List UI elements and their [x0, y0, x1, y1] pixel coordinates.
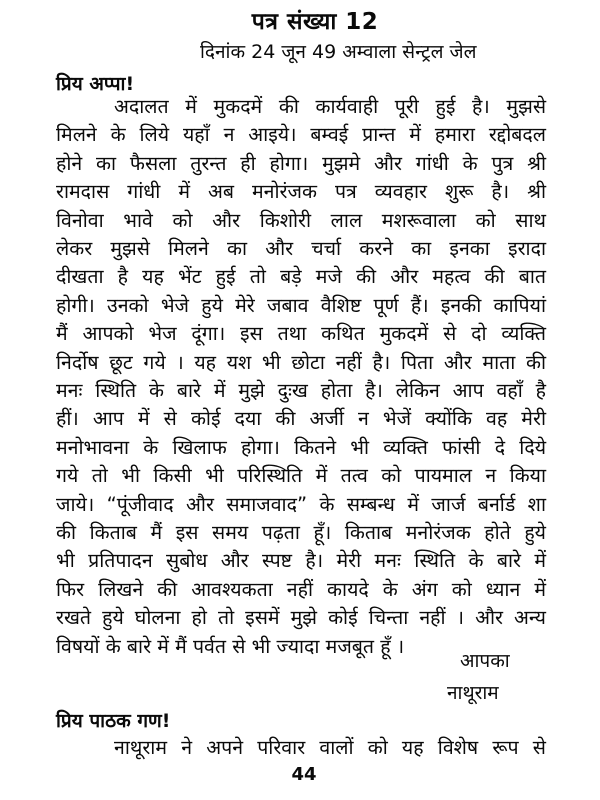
- letter-body-line: हीं। आप में से कोई दया की अर्जी न भेजें क्योंकि वह मेरी: [56, 407, 546, 431]
- letter-body-line: मनः स्थिति के बारे में मुझे दुःख होता है। लेकिन आप वहाँ है: [56, 379, 546, 402]
- letter-signature: नाथूराम: [447, 682, 499, 704]
- letter-body-line: जाये। “पूंजीवाद और समाजवाद” के सम्बन्ध में जार्ज बर्नार्ड शा: [56, 492, 546, 516]
- letter-body-line: गये तो भी किसी भी परिस्थिति में तत्व को पायमाल न किया: [56, 464, 546, 488]
- letter-closing: आपका: [460, 650, 510, 672]
- letter-body-line: विनोवा भावे को और किशोरी लाल मशरूवाला को साथ: [56, 208, 546, 232]
- letter-body-line: अदालत में मुकदमें की कार्यवाही पूरी हुई है। मुझसे: [114, 95, 546, 118]
- section-body-line: नाथूराम ने अपने परिवार वालों को यह विशेष रूप से: [114, 736, 546, 759]
- letter-body-line: लेकर मुझसे मिलने का और चर्चा करने का इनका इरादा: [56, 237, 546, 260]
- letter-body-line: निर्दोष छूट गये । यह यश भी छोटा नहीं है। पिता और माता की: [56, 350, 546, 374]
- section-salutation: प्रिय पाठक गण!: [56, 710, 171, 732]
- letter-body-line: होने का फैसला तुरन्त ही होगा। मुझमे और गांधी के पुत्र श्री: [56, 151, 546, 175]
- letter-body-line: की किताब मैं इस समय पढ़ता हूँ। किताब मनोरंजक होते हुये: [56, 521, 546, 544]
- letter-body-line: होगी। उनको भेजे हुये मेरे जबाव वैशिष्ट पूर्ण हैं। इनकी कापियां: [56, 293, 546, 317]
- letter-body-line: विषयों के बारे में मैं पर्वत से भी ज्यादा मजबूत हूँ ।: [56, 634, 405, 658]
- letter-body-line: फिर लिखने की आवश्यकता नहीं कायदे के अंग को ध्यान में: [56, 577, 546, 601]
- letter-salutation: प्रिय अप्पा!: [56, 73, 135, 95]
- letter-title: पत्र संख्या 12: [251, 9, 379, 35]
- letter-body-line: दीखता है यह भेंट हुई तो बड़े मजे की और महत्व की बात: [56, 265, 546, 289]
- letter-body-line: मिलने के लिये यहाँ न आइये। बम्वई प्रान्त में हमारा रद्दोबदल: [56, 123, 546, 147]
- letter-body-line: भी प्रतिपादन सुबोध और स्पष्ट है। मेरी मनः स्थिति के बारे में: [56, 549, 546, 573]
- letter-body-line: मैं आपको भेज दूंगा। इस तथा कथित मुकदमें से दो व्यक्ति: [56, 322, 546, 346]
- letter-body-line: मनोभावना के खिलाफ होगा। कितने भी व्यक्ति फांसी दे दिये: [56, 435, 546, 459]
- letter-dateline: दिनांक 24 जून 49 अम्वाला सेन्ट्रल जेल: [200, 41, 477, 63]
- letter-body-line: रखते हुये घोलना हो तो इसमें मुझे कोई चिन्ता नहीं । और अन्य: [56, 606, 546, 630]
- letter-body-line: रामदास गांधी में अब मनोरंजक पत्र व्यवहार शुरू है। श्री: [56, 180, 546, 204]
- page-number: 44: [291, 764, 317, 785]
